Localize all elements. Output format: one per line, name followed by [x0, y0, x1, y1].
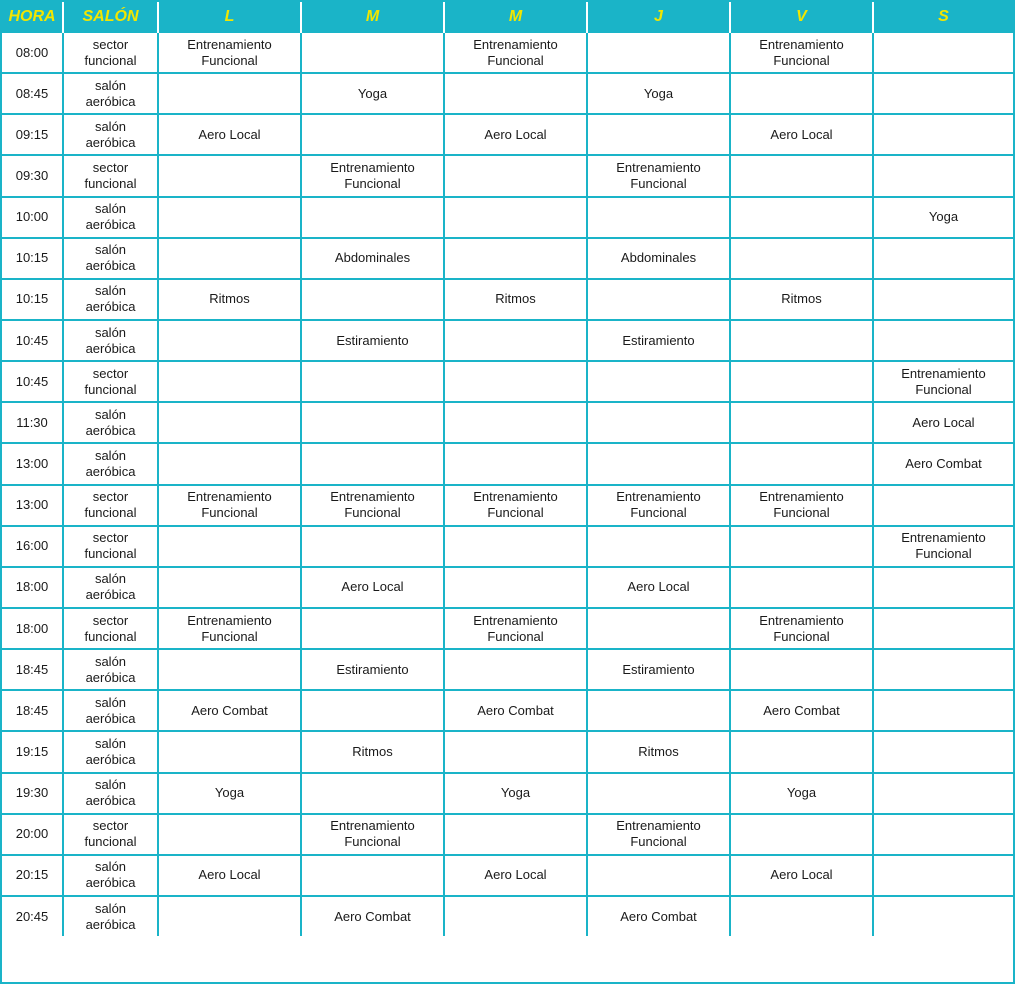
class-cell-lunes — [158, 320, 301, 361]
class-cell-lunes — [158, 896, 301, 936]
schedule-row — [2, 114, 1013, 155]
class-cell-viernes — [730, 197, 873, 238]
room-cell: salón aeróbica — [63, 896, 158, 936]
class-cell-jueves — [587, 197, 730, 238]
class-cell-sabado — [873, 320, 1013, 361]
class-cell-miercoles — [444, 443, 587, 484]
room-cell: sector funcional — [63, 155, 158, 196]
time-cell: 20:00 — [2, 814, 63, 855]
class-cell-viernes — [730, 526, 873, 567]
class-cell-viernes — [730, 73, 873, 114]
header-row — [2, 2, 1013, 32]
class-cell-miercoles — [444, 896, 587, 936]
class-cell-sabado — [873, 690, 1013, 731]
class-cell-jueves — [587, 690, 730, 731]
class-cell-lunes — [158, 361, 301, 402]
time-cell: 16:00 — [2, 526, 63, 567]
schedule-row — [2, 690, 1013, 731]
schedule-row — [2, 238, 1013, 279]
class-cell-lunes: Aero Local — [158, 114, 301, 155]
class-cell-miercoles — [444, 731, 587, 772]
class-cell-martes: Entrenamiento Funcional — [301, 155, 444, 196]
schedule-row — [2, 567, 1013, 608]
header-day-miercoles: M — [444, 2, 587, 32]
schedule-row — [2, 649, 1013, 690]
class-cell-sabado: Yoga — [873, 197, 1013, 238]
schedule-row — [2, 361, 1013, 402]
room-cell: salón aeróbica — [63, 238, 158, 279]
class-cell-martes: Abdominales — [301, 238, 444, 279]
schedule-row — [2, 279, 1013, 320]
class-cell-martes — [301, 114, 444, 155]
class-cell-lunes: Entrenamiento Funcional — [158, 608, 301, 649]
header-day-sabado: S — [873, 2, 1013, 32]
class-cell-jueves — [587, 402, 730, 443]
time-cell: 18:00 — [2, 608, 63, 649]
room-cell: salón aeróbica — [63, 402, 158, 443]
class-cell-miercoles: Ritmos — [444, 279, 587, 320]
class-cell-martes: Yoga — [301, 73, 444, 114]
class-cell-martes: Estiramiento — [301, 649, 444, 690]
room-cell: sector funcional — [63, 608, 158, 649]
class-cell-lunes: Ritmos — [158, 279, 301, 320]
schedule-row — [2, 855, 1013, 896]
time-cell: 10:15 — [2, 238, 63, 279]
class-cell-miercoles: Yoga — [444, 773, 587, 814]
class-cell-miercoles — [444, 73, 587, 114]
class-cell-viernes — [730, 443, 873, 484]
class-cell-sabado — [873, 155, 1013, 196]
room-cell: salón aeróbica — [63, 73, 158, 114]
class-cell-sabado — [873, 114, 1013, 155]
class-cell-miercoles: Entrenamiento Funcional — [444, 485, 587, 526]
class-cell-martes — [301, 443, 444, 484]
class-cell-miercoles — [444, 238, 587, 279]
class-cell-jueves: Ritmos — [587, 731, 730, 772]
room-cell: salón aeróbica — [63, 649, 158, 690]
class-cell-sabado — [873, 73, 1013, 114]
room-cell: salón aeróbica — [63, 731, 158, 772]
class-cell-lunes — [158, 155, 301, 196]
time-cell: 09:15 — [2, 114, 63, 155]
class-cell-martes — [301, 608, 444, 649]
class-cell-viernes: Yoga — [730, 773, 873, 814]
schedule-row — [2, 731, 1013, 772]
schedule-row — [2, 320, 1013, 361]
schedule-row — [2, 402, 1013, 443]
class-cell-jueves: Aero Combat — [587, 896, 730, 936]
class-cell-martes — [301, 361, 444, 402]
class-cell-sabado — [873, 567, 1013, 608]
class-cell-jueves: Estiramiento — [587, 320, 730, 361]
class-cell-miercoles: Aero Local — [444, 855, 587, 896]
class-cell-martes: Aero Combat — [301, 896, 444, 936]
class-cell-sabado — [873, 896, 1013, 936]
class-cell-sabado — [873, 731, 1013, 772]
room-cell: sector funcional — [63, 32, 158, 73]
class-cell-sabado — [873, 773, 1013, 814]
class-cell-lunes — [158, 197, 301, 238]
class-cell-sabado — [873, 649, 1013, 690]
schedule-body — [2, 32, 1013, 936]
class-cell-viernes — [730, 567, 873, 608]
class-cell-viernes — [730, 155, 873, 196]
class-cell-viernes — [730, 361, 873, 402]
class-cell-lunes: Yoga — [158, 773, 301, 814]
class-cell-miercoles: Aero Local — [444, 114, 587, 155]
room-cell: salón aeróbica — [63, 320, 158, 361]
class-cell-martes: Ritmos — [301, 731, 444, 772]
time-cell: 19:15 — [2, 731, 63, 772]
class-cell-viernes: Entrenamiento Funcional — [730, 485, 873, 526]
class-schedule-table — [2, 2, 1013, 936]
time-cell: 10:45 — [2, 320, 63, 361]
room-cell: sector funcional — [63, 361, 158, 402]
header-day-martes: M — [301, 2, 444, 32]
class-cell-martes — [301, 279, 444, 320]
class-cell-sabado — [873, 32, 1013, 73]
class-cell-viernes: Aero Combat — [730, 690, 873, 731]
time-cell: 20:45 — [2, 896, 63, 936]
room-cell: salón aeróbica — [63, 197, 158, 238]
class-cell-martes — [301, 32, 444, 73]
class-cell-sabado — [873, 238, 1013, 279]
room-cell: sector funcional — [63, 814, 158, 855]
class-cell-sabado: Entrenamiento Funcional — [873, 526, 1013, 567]
class-cell-miercoles — [444, 402, 587, 443]
class-cell-viernes: Aero Local — [730, 855, 873, 896]
class-cell-viernes — [730, 731, 873, 772]
class-cell-lunes: Entrenamiento Funcional — [158, 485, 301, 526]
class-cell-viernes — [730, 320, 873, 361]
room-cell: salón aeróbica — [63, 279, 158, 320]
room-cell: salón aeróbica — [63, 567, 158, 608]
class-cell-martes — [301, 526, 444, 567]
class-cell-martes — [301, 402, 444, 443]
schedule-row — [2, 773, 1013, 814]
class-cell-miercoles — [444, 649, 587, 690]
time-cell: 18:45 — [2, 690, 63, 731]
class-cell-sabado: Aero Combat — [873, 443, 1013, 484]
time-cell: 11:30 — [2, 402, 63, 443]
class-cell-jueves — [587, 855, 730, 896]
schedule-row — [2, 896, 1013, 936]
time-cell: 10:45 — [2, 361, 63, 402]
class-cell-sabado: Aero Local — [873, 402, 1013, 443]
class-cell-lunes — [158, 526, 301, 567]
class-cell-martes — [301, 197, 444, 238]
class-cell-jueves — [587, 361, 730, 402]
time-cell: 09:30 — [2, 155, 63, 196]
class-cell-jueves — [587, 32, 730, 73]
class-cell-lunes: Aero Local — [158, 855, 301, 896]
schedule-row — [2, 485, 1013, 526]
time-cell: 08:00 — [2, 32, 63, 73]
class-cell-jueves: Entrenamiento Funcional — [587, 814, 730, 855]
class-cell-martes — [301, 855, 444, 896]
room-cell: salón aeróbica — [63, 773, 158, 814]
class-cell-lunes — [158, 814, 301, 855]
class-cell-viernes: Aero Local — [730, 114, 873, 155]
class-cell-jueves — [587, 279, 730, 320]
class-cell-sabado — [873, 608, 1013, 649]
class-cell-lunes — [158, 649, 301, 690]
class-cell-jueves: Abdominales — [587, 238, 730, 279]
header-salon: SALÓN — [63, 2, 158, 32]
class-cell-lunes: Aero Combat — [158, 690, 301, 731]
class-cell-sabado — [873, 855, 1013, 896]
time-cell: 13:00 — [2, 485, 63, 526]
class-cell-jueves — [587, 608, 730, 649]
time-cell: 13:00 — [2, 443, 63, 484]
class-cell-jueves: Entrenamiento Funcional — [587, 155, 730, 196]
header-day-viernes: V — [730, 2, 873, 32]
class-cell-jueves — [587, 526, 730, 567]
class-cell-miercoles — [444, 197, 587, 238]
class-cell-martes: Aero Local — [301, 567, 444, 608]
class-cell-jueves: Entrenamiento Funcional — [587, 485, 730, 526]
class-cell-viernes: Ritmos — [730, 279, 873, 320]
class-cell-martes: Estiramiento — [301, 320, 444, 361]
schedule-row — [2, 32, 1013, 73]
time-cell: 10:00 — [2, 197, 63, 238]
class-cell-sabado: Entrenamiento Funcional — [873, 361, 1013, 402]
time-cell: 18:45 — [2, 649, 63, 690]
class-cell-jueves — [587, 114, 730, 155]
header-hora: HORA — [2, 2, 63, 32]
header-day-jueves: J — [587, 2, 730, 32]
class-cell-miercoles — [444, 526, 587, 567]
class-cell-martes — [301, 773, 444, 814]
time-cell: 10:15 — [2, 279, 63, 320]
class-cell-martes — [301, 690, 444, 731]
time-cell: 19:30 — [2, 773, 63, 814]
class-cell-martes: Entrenamiento Funcional — [301, 814, 444, 855]
class-cell-miercoles — [444, 814, 587, 855]
class-cell-jueves: Yoga — [587, 73, 730, 114]
header-day-lunes: L — [158, 2, 301, 32]
class-cell-lunes — [158, 73, 301, 114]
class-cell-miercoles: Entrenamiento Funcional — [444, 32, 587, 73]
schedule-row — [2, 526, 1013, 567]
schedule-row — [2, 197, 1013, 238]
time-cell: 08:45 — [2, 73, 63, 114]
class-cell-viernes — [730, 649, 873, 690]
class-cell-martes: Entrenamiento Funcional — [301, 485, 444, 526]
time-cell: 18:00 — [2, 567, 63, 608]
class-cell-sabado — [873, 814, 1013, 855]
class-cell-miercoles: Entrenamiento Funcional — [444, 608, 587, 649]
class-cell-lunes: Entrenamiento Funcional — [158, 32, 301, 73]
room-cell: salón aeróbica — [63, 443, 158, 484]
room-cell: salón aeróbica — [63, 855, 158, 896]
schedule-row — [2, 443, 1013, 484]
class-cell-viernes — [730, 896, 873, 936]
class-cell-viernes — [730, 402, 873, 443]
class-cell-jueves — [587, 773, 730, 814]
schedule-row — [2, 608, 1013, 649]
room-cell: salón aeróbica — [63, 690, 158, 731]
class-cell-lunes — [158, 443, 301, 484]
class-cell-sabado — [873, 279, 1013, 320]
room-cell: salón aeróbica — [63, 114, 158, 155]
class-cell-jueves: Estiramiento — [587, 649, 730, 690]
schedule-row — [2, 814, 1013, 855]
class-cell-lunes — [158, 567, 301, 608]
class-cell-lunes — [158, 402, 301, 443]
class-cell-miercoles — [444, 567, 587, 608]
class-cell-viernes — [730, 238, 873, 279]
class-cell-jueves — [587, 443, 730, 484]
schedule-row — [2, 155, 1013, 196]
class-cell-lunes — [158, 238, 301, 279]
class-cell-miercoles — [444, 361, 587, 402]
class-cell-sabado — [873, 485, 1013, 526]
class-cell-viernes: Entrenamiento Funcional — [730, 32, 873, 73]
schedule-row — [2, 73, 1013, 114]
time-cell: 20:15 — [2, 855, 63, 896]
class-cell-miercoles — [444, 155, 587, 196]
room-cell: sector funcional — [63, 526, 158, 567]
class-cell-viernes — [730, 814, 873, 855]
class-cell-miercoles: Aero Combat — [444, 690, 587, 731]
class-cell-jueves: Aero Local — [587, 567, 730, 608]
class-cell-miercoles — [444, 320, 587, 361]
room-cell: sector funcional — [63, 485, 158, 526]
class-cell-viernes: Entrenamiento Funcional — [730, 608, 873, 649]
class-cell-lunes — [158, 731, 301, 772]
